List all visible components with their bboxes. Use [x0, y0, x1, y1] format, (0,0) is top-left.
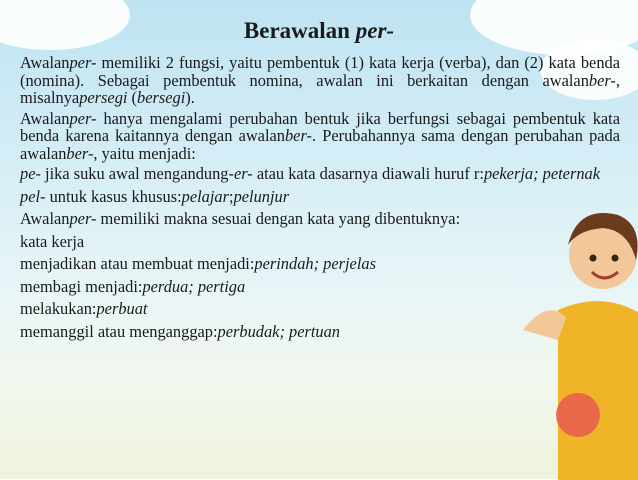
title-affix: per-	[355, 18, 395, 43]
text-span: perbudak; pertuan	[217, 321, 340, 341]
text-span: jika suku awal mengandung	[40, 164, 229, 183]
text-span: pelunjur	[233, 186, 290, 206]
text-span: perbuat	[96, 299, 148, 318]
paragraph-pe-rule	[20, 165, 620, 183]
text-span: -er-	[228, 164, 253, 183]
text-span: ).	[185, 88, 195, 107]
paragraph-functions	[20, 54, 620, 107]
text-span: pe-	[20, 164, 41, 183]
text-span: memiliki 2 fungsi, yaitu pembentuk (1) kata kerja (verba), dan (2) kata benda (nomina). Sebagai pembentuk nomina, awalan ini berkaitan dengan awalan	[20, 53, 620, 90]
text-span: . Perubahannya sama dengan perubahan pada awalan	[20, 126, 621, 163]
text-span: bersegi	[137, 88, 186, 107]
title-prefix: Berawalan	[243, 18, 356, 43]
paragraph-changes	[20, 110, 620, 163]
text-span: pekerja; peternak	[483, 164, 600, 183]
text-span: kata kerja	[20, 231, 85, 251]
list-item-make	[20, 253, 620, 276]
text-span: menjadikan atau membuat menjadi:	[20, 254, 255, 273]
list-item-call	[20, 321, 620, 344]
text-span: memanggil atau menganggap:	[20, 321, 218, 341]
text-span: melakukan:	[20, 299, 97, 318]
paragraph-meaning	[20, 208, 620, 231]
text-span: pel-	[20, 186, 46, 206]
text-span: per-	[69, 209, 97, 228]
text-span: Awalan	[20, 209, 70, 228]
text-span: pelajar	[181, 186, 229, 206]
text-span: persegi	[79, 88, 128, 107]
text-span: perindah; perjelas	[254, 254, 376, 273]
text-span: ber-	[284, 126, 312, 145]
paragraph-pel-rule	[20, 186, 620, 209]
text-span: , yaitu menjadi:	[93, 143, 196, 163]
text-span: memiliki makna sesuai dengan kata yang dibentuknya:	[96, 209, 461, 228]
text-span: Awalan	[20, 53, 70, 72]
text-span: per-	[69, 108, 97, 128]
text-span: ber-	[66, 143, 94, 163]
list-item-do	[20, 298, 620, 321]
text-span: perdua; pertiga	[142, 276, 246, 296]
text-span: hanya mengalami perubahan bentuk jika berfungsi sebagai pembentuk kata benda karena kaitannya dengan awalan	[20, 108, 620, 145]
list-item-divide	[20, 276, 620, 299]
text-span: membagi menjadi:	[20, 276, 143, 296]
text-span: ;	[229, 186, 234, 206]
text-span: per-	[69, 53, 97, 72]
slide-body	[20, 54, 620, 343]
slide-title	[0, 18, 638, 44]
list-item-verb	[20, 231, 620, 254]
text-span: ber-	[588, 70, 616, 90]
text-span: Awalan	[20, 108, 70, 128]
text-span: , misalnya	[20, 70, 620, 107]
text-span: untuk kasus khusus:	[45, 186, 182, 206]
text-span: (	[127, 88, 138, 107]
text-span: atau kata dasarnya diawali huruf r:	[252, 164, 484, 183]
